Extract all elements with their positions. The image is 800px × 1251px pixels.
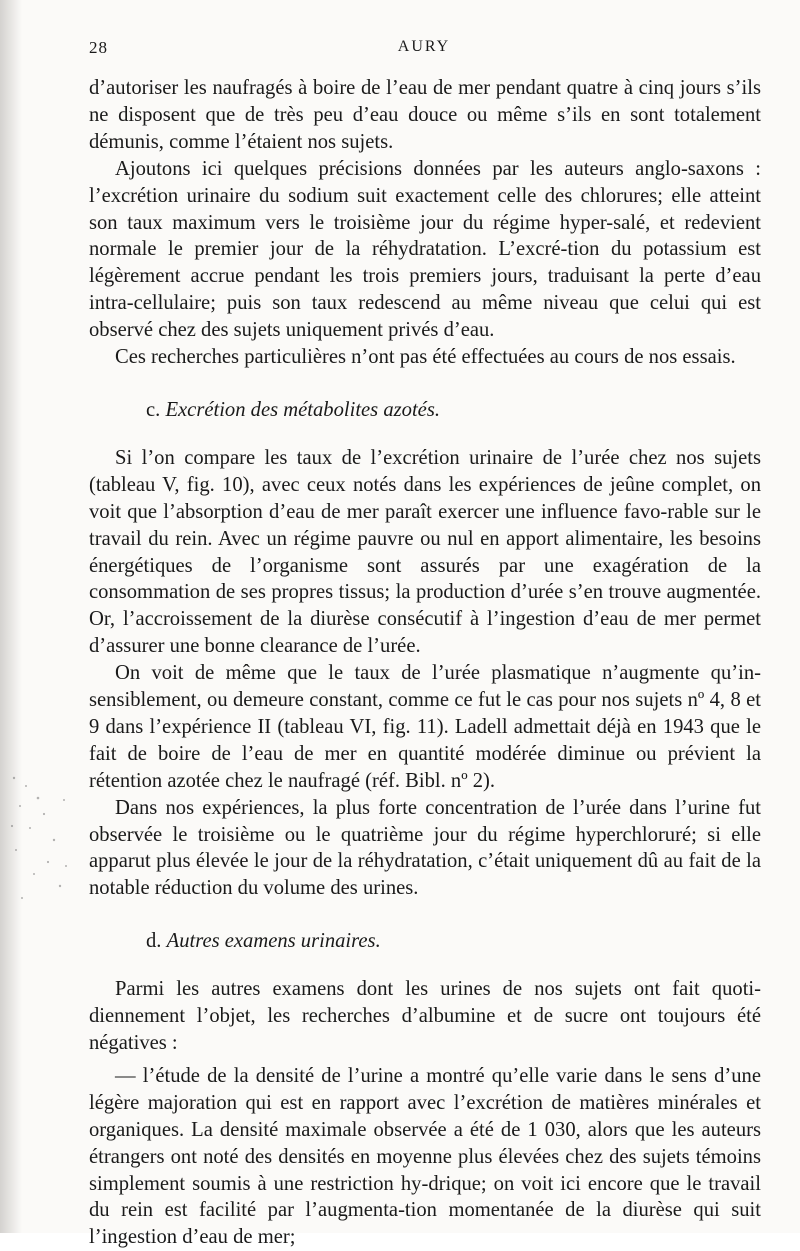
paragraph: d’autoriser les naufragés à boire de l’eau de mer pendant quatre à cinq jours s’ils ne disposent que de très peu d’eau douce ou même s’ils en sont totalement démunis, comme l’étaient nos sujets. [89,77,761,153]
paragraph: Si l’on compare les taux de l’excrétion urinaire de l’urée chez nos sujets (tableau V, fig. 10), avec ceux notés dans les expériences de jeûne complet, on voit que l’absorption d’eau de mer paraît exercer une influence favo-rable sur le travail du rein. Avec un régime pauvre ou nul en apport alimentaire, les besoins énergétiques de l’organisme sont assurés par une exagération de la consommation de ses propres tissus; la production d’urée s’en trouve augmentée. Or, l’accroissement de la diurèse consécutif à l’ingestion d’eau de mer permet d’assurer une bonne clearance de l’urée. [89,446,761,658]
paragraph: Parmi les autres examens dont les urines de nos sujets ont fait quoti-diennement l’objet, les recherches d’albumine et de sucre ont toujours été négatives : [89,978,761,1054]
paragraph: — l’étude de la densité de l’urine a montré qu’elle varie dans le sens d’une légère majoration qui est en rapport avec l’excrétion de matières minérales et organiques. La densité maximale observée a été de 1 030, alors que les auteurs étrangers ont noté des densités en moyenne plus élevées chez des sujets témoins simplement soumis à une restriction hy-drique; on voit ici encore que le travail du rein est facilité par l’augmenta-tion momentanée de la diurèse qui suit l’ingestion d’eau de mer; [89,1064,761,1249]
section-heading-d [89,928,761,955]
running-head: AURY [397,38,451,55]
paragraph: On voit de même que le taux de l’urée plasmatique n’augmente qu’in-sensiblement, ou demeure constant, comme ce fut le cas pour nos sujets nº 4, 8 et 9 dans l’expérience II (tableau VI, fig. 11). Ladell admettait déjà en 1943 que le fait de boire de l’eau de mer en quantité modérée diminue ou prévient la rétention azotée chez le naufragé (réf. Bibl. nº 2). [89,662,761,792]
page-header [89,38,759,62]
paragraph: Ajoutons ici quelques précisions données par les auteurs anglo-saxons : l’excrétion urinaire du sodium suit exactement celle des chlorures; elle atteint son taux maximum vers le troisième jour du régime hyper-salé, et redevient normale le premier jour de la réhydratation. L’excré-tion du potassium est légèrement accrue pendant les trois premiers jours, traduisant la perte d’eau intra-cellulaire; puis son taux redescend au même niveau que celui qui est observé chez des sujets uniquement privés d’eau. [89,157,761,342]
paragraph: Ces recherches particulières n’ont pas été effectuées au cours de nos essais. [115,346,736,369]
section-title: Excrétion des métabolites azotés. [165,398,440,421]
section-letter: d. [146,930,162,953]
body-text [89,75,761,1251]
section-letter: c. [146,398,161,421]
paragraph: Dans nos expériences, la plus forte concentration de l’urée dans l’urine fut observée le troisième ou le quatrième jour du régime hyperchloruré; si elle apparut plus élevée le jour de la réhydratation, c’était uniquement dû au fait de la notable réduction du volume des urines. [89,796,761,900]
margin-smudge-marks [4,770,74,910]
section-heading-c [89,397,761,424]
page-gutter-shadow [0,0,22,1233]
page-number: 28 [89,38,108,57]
section-title: Autres examens urinaires. [166,930,381,953]
